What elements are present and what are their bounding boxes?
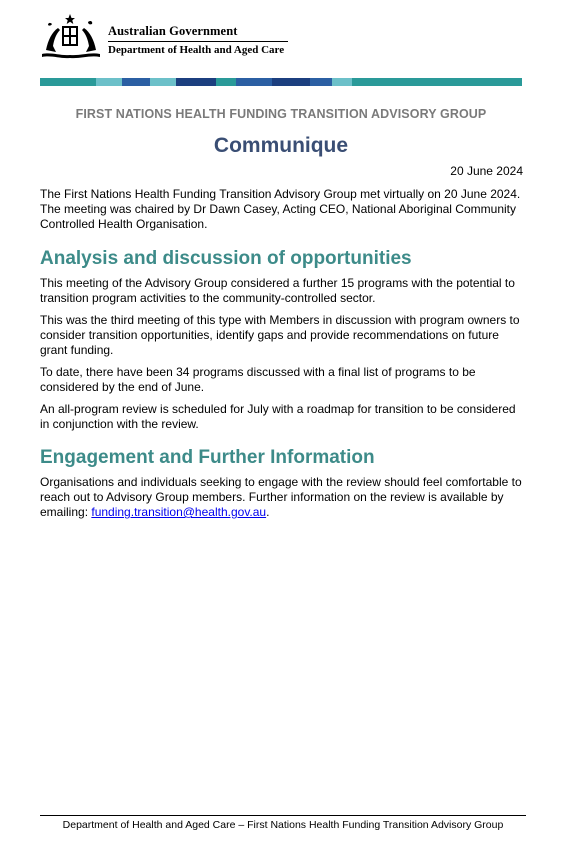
band-segment xyxy=(176,78,216,86)
band-segment xyxy=(122,78,150,86)
paragraph: An all-program review is scheduled for July with a roadmap for transition to be considered in conjunction with the review. xyxy=(40,402,516,431)
intro-paragraph xyxy=(40,187,528,232)
section-body-analysis xyxy=(40,276,528,432)
engagement-text: Organisations and individuals seeking to engage with the review should feel comfortable to reach out to Advisory Group members. Further information on the review is available by emailing: xyxy=(40,475,522,519)
paragraph xyxy=(40,475,528,520)
band-segment xyxy=(236,78,272,86)
section-heading-engagement: Engagement and Further Information xyxy=(40,447,375,468)
government-name: Australian Government xyxy=(108,24,238,38)
header-divider xyxy=(108,41,288,42)
band-segment xyxy=(352,78,522,86)
band-segment xyxy=(150,78,176,86)
band-segment xyxy=(332,78,352,86)
coat-of-arms-icon xyxy=(40,12,102,62)
band-segment xyxy=(40,78,96,86)
band-segment xyxy=(96,78,122,86)
trailing-punctuation: . xyxy=(266,505,270,519)
decorative-color-band xyxy=(40,78,522,86)
email-link[interactable]: funding.transition@health.gov.au xyxy=(91,505,267,519)
band-segment xyxy=(216,78,236,86)
section-body-engagement xyxy=(40,475,528,520)
document-date: 20 June 2024 xyxy=(450,164,523,178)
footer-divider xyxy=(40,815,526,816)
footer-text: Department of Health and Aged Care – First Nations Health Funding Transition Advisory Group xyxy=(62,819,504,831)
paragraph: To date, there have been 34 programs discussed with a final list of programs to be considered by the end of June. xyxy=(40,365,476,394)
header xyxy=(40,12,340,67)
department-name: Department of Health and Aged Care xyxy=(108,44,285,56)
paragraph: This was the third meeting of this type with Members in discussion with program owners to consider transition opportunities, identify gaps and provide recommendations on future grant funding. xyxy=(40,313,520,357)
band-segment xyxy=(272,78,310,86)
band-segment xyxy=(310,78,332,86)
section-heading-analysis: Analysis and discussion of opportunities xyxy=(40,248,412,269)
intro-text: The First Nations Health Funding Transition Advisory Group met virtually on 20 June 2024. The meeting was chaired by Dr Dawn Casey, Acting CEO, National Aboriginal Community Controlled Health Organisation. xyxy=(40,187,521,231)
paragraph: This meeting of the Advisory Group considered a further 15 programs with the potential to transition program activities to the community-controlled sector. xyxy=(40,276,515,305)
page-title: Communique xyxy=(213,134,349,157)
advisory-group-title: FIRST NATIONS HEALTH FUNDING TRANSITION ADVISORY GROUP xyxy=(75,107,487,121)
